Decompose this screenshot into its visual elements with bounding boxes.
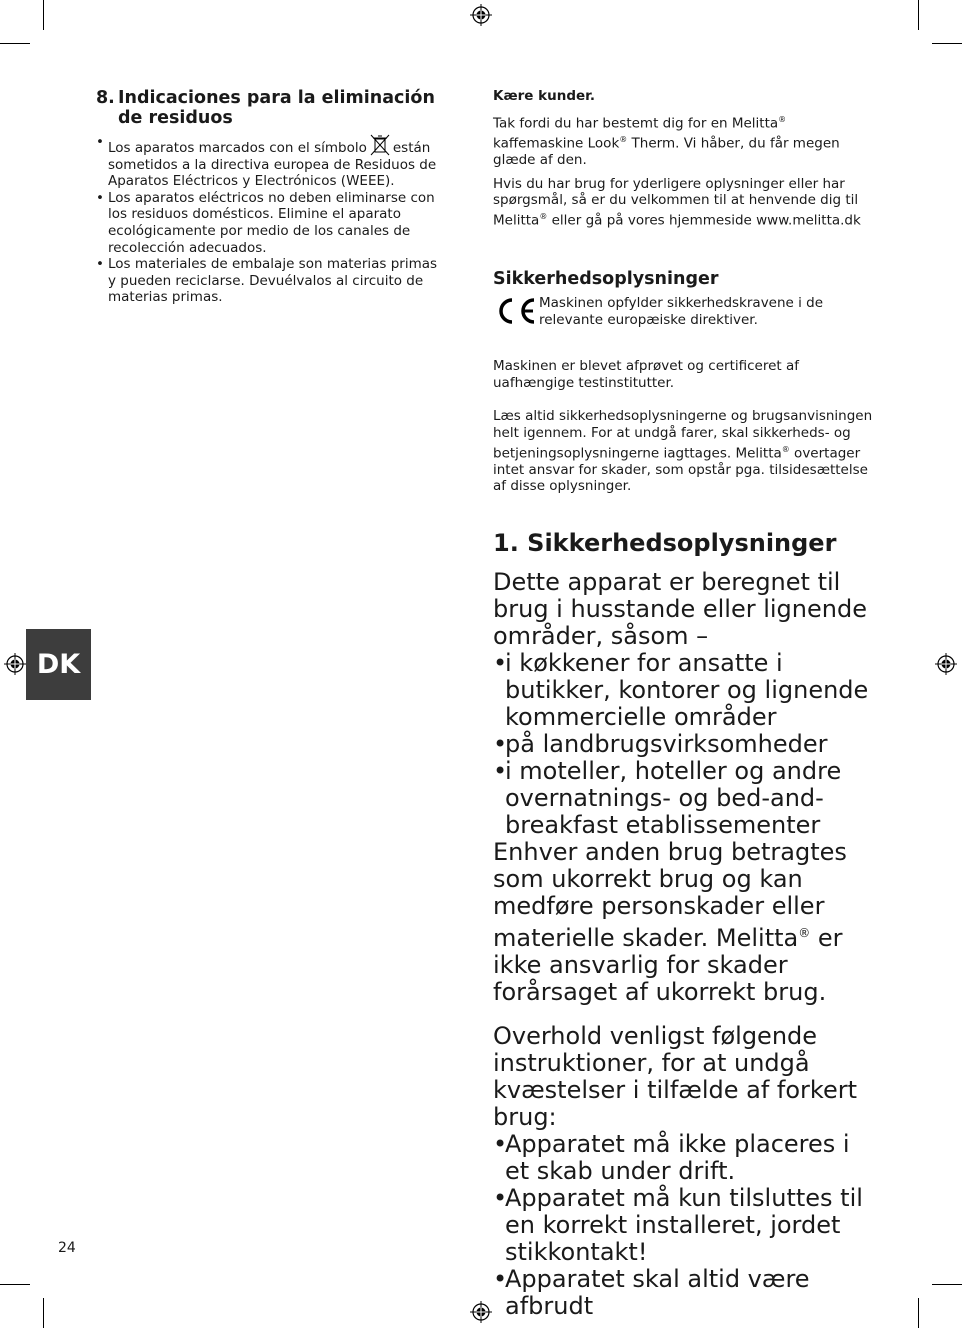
registration-mark-icon xyxy=(935,653,957,675)
list-item: • i køkkener for ansatte i butikker, kontorer og lignende kommercielle områder xyxy=(493,650,873,731)
section-title: Indicaciones para la eliminación de residuos xyxy=(118,88,435,128)
intended-use-list xyxy=(493,650,873,839)
greeting: Kære kunder. xyxy=(493,88,596,104)
list-item: • Apparatet må kun tilsluttes til en korrekt installeret, jordet stikkontakt! xyxy=(493,1185,873,1266)
disposal-list xyxy=(96,134,441,306)
crop-mark xyxy=(43,0,44,30)
left-column xyxy=(96,88,441,306)
crop-mark xyxy=(932,1284,962,1285)
right-column xyxy=(493,88,873,1320)
list-item: • Apparatet skal altid være afbrudt xyxy=(493,1266,873,1320)
list-item xyxy=(96,134,441,190)
ce-mark-icon xyxy=(493,297,539,325)
crossed-out-bin-icon xyxy=(369,134,391,156)
section-1-heading: 1. Sikkerhedsoplysninger xyxy=(493,528,837,557)
registered-mark: ® xyxy=(539,211,548,221)
registration-mark-icon xyxy=(4,653,26,675)
list-item: • Los materiales de embalaje son materias primas y pueden reciclarse. Devuélvalos al circuito de materias primas. xyxy=(96,256,441,306)
registered-mark: ® xyxy=(778,115,787,124)
intro-paragraph-2 xyxy=(493,176,873,229)
crop-mark xyxy=(932,43,962,44)
text: Hvis du har brug for yderligere oplysninger eller har spørgsmål, så er du velkommen til at henvende dig til Melitta xyxy=(493,175,859,229)
crop-mark xyxy=(43,1298,44,1328)
text: er ikke ansvarlig for skader forårsaget af ukorrekt brug. xyxy=(493,923,843,1006)
intended-use-paragraph: Dette apparat er beregnet til brug i husstande eller lignende områder, såsom – xyxy=(493,567,867,650)
registration-mark-icon xyxy=(470,1301,492,1323)
registration-mark-icon xyxy=(470,4,492,26)
text: eller gå på vores hjemmeside www.melitta.dk xyxy=(547,212,861,229)
section-number: 8. xyxy=(96,88,115,108)
registered-mark: ® xyxy=(619,135,628,145)
tested-paragraph: Maskinen er blevet afprøvet og certificeret af uafhængige testinstitutter. xyxy=(493,358,800,391)
text: Therm. Vi håber, du får megen glæde af den. xyxy=(493,135,840,169)
registered-mark: ® xyxy=(798,925,811,940)
ce-statement xyxy=(493,295,873,328)
text: Enhver anden brug betragtes som ukorrekt brug og kan medføre personskader eller materielle skader. Melitta xyxy=(493,837,847,952)
text: overtager intet ansvar for skader, som opstår pga. tilsidesættelse af disse oplysninger. xyxy=(493,445,868,495)
safety-heading: Sikkerhedsoplysninger xyxy=(493,269,719,290)
read-instructions-paragraph xyxy=(493,408,873,494)
observe-paragraph: Overhold venligst følgende instruktioner, for at undgå kvæstelser i tilfælde af forkert brug: xyxy=(493,1021,858,1131)
observe-list xyxy=(493,1131,873,1320)
list-item: • i moteller, hoteller og andre overnatnings- og bed-and-breakfast etablissementer xyxy=(493,758,873,839)
text: Tak fordi du har bestemt dig for en Melitta xyxy=(493,115,779,132)
page-number: 24 xyxy=(58,1240,76,1256)
intro-paragraph-1 xyxy=(493,112,873,169)
text: kaffemaskine Look xyxy=(493,135,620,152)
crop-mark xyxy=(0,1284,30,1285)
bullet-text: Los aparatos marcados con el símbolo xyxy=(108,140,367,156)
language-tab: DK xyxy=(26,629,91,700)
ce-text: Maskinen opfylder sikkerhedskravene i de relevante europæiske direktiver. xyxy=(539,295,824,328)
list-item: • Los aparatos eléctricos no deben eliminarse con los residuos domésticos. Elimine el aparato ecológicamente por medio de los canales de recolección adecuados. xyxy=(96,190,441,256)
bullet-text: están sometidos a la directiva europea de Residuos de Aparatos Eléctricos y Electrónicos (WEEE). xyxy=(108,140,437,190)
list-item: • Apparatet må ikke placeres i et skab under drift. xyxy=(493,1131,873,1185)
text: Læs altid sikkerhedsoplysningerne og brugsanvisningen helt igennem. For at undgå farer, skal sikkerheds- og betjeningsoplysningerne iagttages. Melitta xyxy=(493,408,873,462)
section-8-heading xyxy=(96,88,441,128)
crop-mark xyxy=(0,43,30,44)
crop-mark xyxy=(918,0,919,30)
registered-mark: ® xyxy=(781,444,790,454)
misuse-paragraph xyxy=(493,839,873,1006)
list-item: • på landbrugsvirksomheder xyxy=(493,731,873,758)
crop-mark xyxy=(918,1298,919,1328)
